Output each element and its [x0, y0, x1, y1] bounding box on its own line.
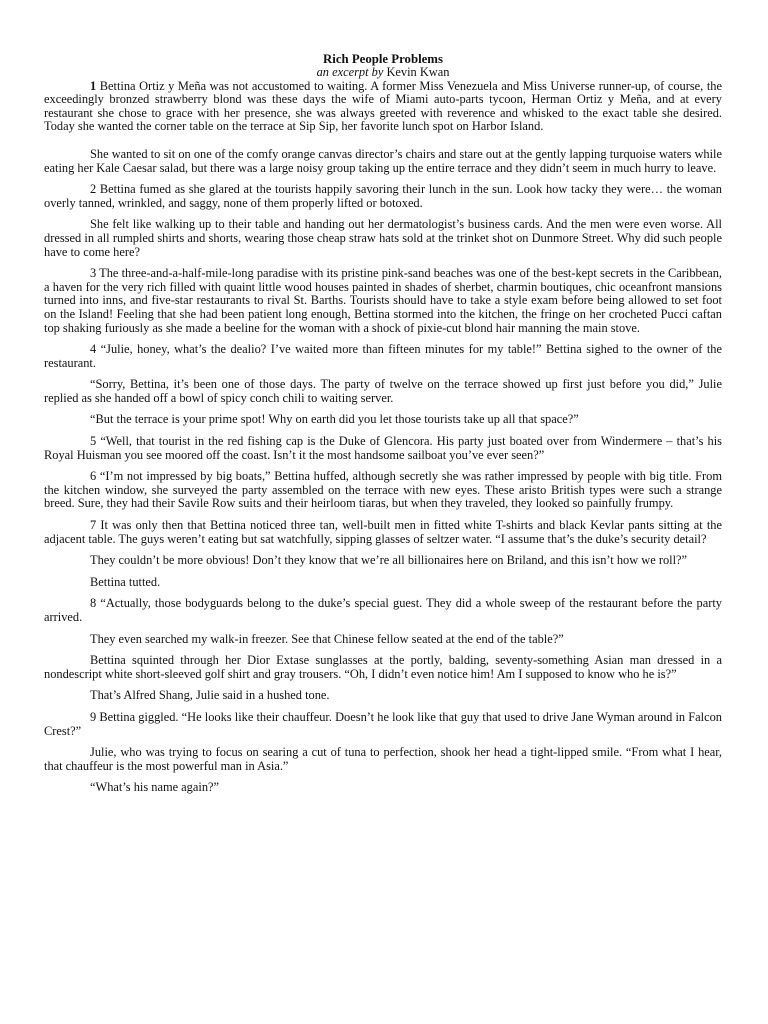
paragraph-text: Bettina fumed as she glared at the tourists happily savoring their lunch in the sun. Look how tacky they were… the woman overly tanned, wrinkled, and saggy, none of them properly lifted or botoxed. — [44, 182, 722, 210]
paragraph-text: Bettina tutted. — [90, 574, 161, 589]
paragraph-number: 6 — [90, 469, 97, 484]
paragraph-number: 3 — [90, 266, 97, 281]
paragraph-6 — [44, 470, 722, 511]
document-title: Rich People Problems — [323, 52, 443, 66]
paragraph-text: It was only then that Bettina noticed three tan, well-built men in fitted white T-shirts and black Kevlar pants sitting at the adjacent table. The guys weren’t eating but sat watchfully, sipping glasses of seltzer water. “I assume that’s the duke’s security detail? — [44, 518, 722, 546]
paragraph-8 — [44, 597, 722, 624]
paragraph-7 — [44, 519, 722, 546]
paragraph-4 — [44, 343, 722, 370]
paragraph-1b — [44, 148, 722, 175]
paragraph-8d — [44, 689, 722, 703]
byline — [44, 66, 722, 80]
paragraph-2 — [44, 183, 722, 210]
paragraph-text: Julie, who was trying to focus on searing a cut of tuna to perfection, shook her head a tight-lipped smile. “From what I hear, that chauffeur is the most powerful man in Asia.” — [44, 745, 722, 773]
byline-prefix: an excerpt by — [316, 65, 384, 79]
paragraph-text: “Well, that tourist in the red fishing cap is the Duke of Glencora. His party just boated over from Windermere – that’s his Royal Huisman you see moored off the coast. Isn’t it the most handsome sailboat you’ve ever seen?” — [44, 434, 722, 462]
paragraph-number: 5 — [90, 434, 97, 449]
paragraph-text: She wanted to sit on one of the comfy orange canvas director’s chairs and stare out at the gently lapping turquoise waters while eating her Kale Caesar salad, but there was a large noisy group taking up the entire terrace and they didn’t seem in much hurry to leave. — [44, 146, 722, 175]
paragraph-5 — [44, 435, 722, 462]
paragraph-9 — [44, 711, 722, 738]
paragraph-number: 4 — [90, 342, 97, 357]
author-name: Kevin Kwan — [386, 65, 450, 79]
paragraph-text: The three-and-a-half-mile-long paradise with its pristine pink-sand beaches was one of the best-kept secrets in the Caribbean, a haven for the very rich filled with quaint little wood houses painted in shades of sherbet, charmin boutiques, chic oceanfront mansions turned into inns, and five-star restaurants to rival St. Barths. Tourists should have to take a style exam before being allowed to set foot on the Island! Feeling that she had been patient long enough, Bettina stormed into the kitchen, the fringe on her crocheted Pucci caftan top shaking furiously as she made a beeline for the woman with a shock of pixie-cut blond hair manning the main stove. — [44, 266, 722, 335]
paragraph-8b — [44, 633, 722, 647]
paragraph-text: They couldn’t be more obvious! Don’t they know that we’re all billionaires here on Briland, and this isn’t how we roll?” — [90, 553, 688, 568]
paragraph-text: “I’m not impressed by big boats,” Bettina huffed, although secretly she was rather impressed by people with big title. From the kitchen window, she surveyed the party assembled on the terrace with new eyes. These aristo British types were such a strange breed. Sure, they had their Savile Row suits and their heirloom tiaras, but when they traveled, they looked so painfully frumpy. — [44, 469, 722, 511]
paragraph-number: 9 — [90, 709, 97, 724]
paragraph-number: 7 — [90, 518, 97, 533]
paragraph-9c — [44, 781, 722, 795]
paragraph-text: She felt like walking up to their table and handing out her dermatologist’s business cards. And the men were even worse. All dressed in all rumpled shirts and shorts, wearing those cheap straw hats sold at the trinket shot on Dunmore Street. Why did such people have to come here? — [44, 217, 722, 259]
paragraph-number: 2 — [90, 182, 97, 197]
paragraph-1 — [44, 80, 722, 134]
paragraph-7c — [44, 576, 722, 590]
paragraph-text: “Julie, honey, what’s the dealio? I’ve waited more than fifteen minutes for my table!” Bettina sighed to the owner of the restaurant. — [44, 342, 722, 370]
paragraph-9b — [44, 746, 722, 773]
paragraph-text: They even searched my walk-in freezer. See that Chinese fellow seated at the end of the table?” — [90, 631, 564, 646]
paragraph-text: “But the terrace is your prime spot! Why on earth did you let those tourists take up all that space?” — [90, 412, 579, 427]
paragraph-text: Bettina Ortiz y Meña was not accustomed to waiting. A former Miss Venezuela and Miss Universe runner-up, of course, the exceedingly bronzed strawberry blond was these days the wife of Miami auto-parts tycoon, Herman Ortiz y Meña, and at every restaurant she chose to grace with her presence, she was always greeted with reverence and whisked to the exact table she desired. Today she wanted the corner table on the terrace at Sip Sip, her favorite lunch spot on Harbor Island. — [44, 78, 722, 134]
paragraph-number: 1 — [90, 78, 97, 93]
paragraph-3 — [44, 267, 722, 335]
paragraph-text: “What’s his name again?” — [90, 780, 220, 795]
paragraph-number: 8 — [90, 596, 97, 611]
paragraph-text: Bettina giggled. “He looks like their chauffeur. Doesn’t he look like that guy that used to drive Jane Wyman around in Falcon Crest?” — [44, 709, 722, 738]
paragraph-4c — [44, 413, 722, 427]
paragraph-4b — [44, 378, 722, 405]
paragraph-2b — [44, 218, 722, 259]
paragraph-text: Bettina squinted through her Dior Extase sunglasses at the portly, balding, seventy-something Asian man dressed in a nondescript white short-sleeved golf shirt and gray trousers. “Oh, I didn’t even notice him! Am I supposed to know who he is?” — [44, 653, 722, 681]
paragraph-text: “Actually, those bodyguards belong to the duke’s special guest. They did a whole sweep of the restaurant before the party arrived. — [44, 596, 722, 624]
title-block — [44, 52, 722, 80]
paragraph-text: “Sorry, Bettina, it’s been one of those days. The party of twelve on the terrace showed up first just before you did,” Julie replied as she handed off a bowl of spicy conch chili to waiting server. — [44, 377, 722, 405]
paragraph-text: That’s Alfred Shang, Julie said in a hushed tone. — [90, 688, 330, 703]
paragraph-7b — [44, 554, 722, 568]
paragraph-8c — [44, 654, 722, 681]
document-page — [44, 52, 722, 803]
